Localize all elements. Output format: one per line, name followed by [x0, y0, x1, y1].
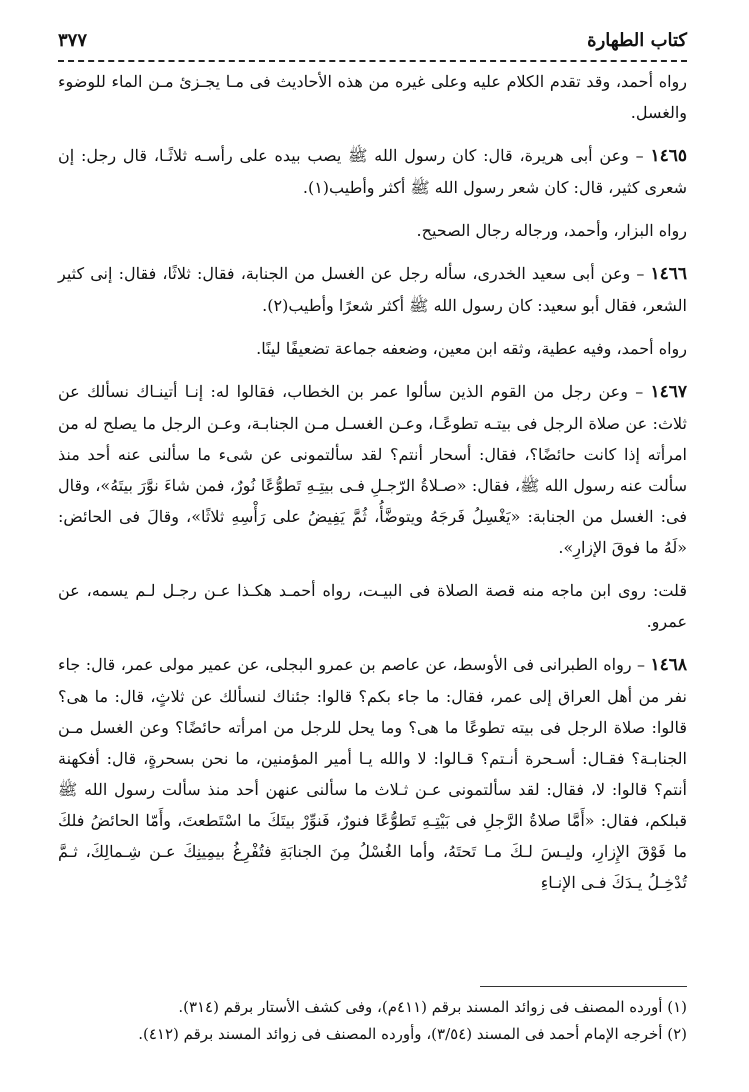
paragraph-text: رواه أحمد، وفيه عطية، وثقه ابن معين، وضعفه جماعة تضعيفًا لينًا. [256, 339, 687, 358]
hadith-number: ١٤٦٨ [650, 655, 687, 675]
hadith-number: ١٤٦٥ [650, 146, 687, 166]
paragraph [58, 66, 687, 128]
page-body [58, 66, 687, 910]
hadith-1467 [58, 376, 687, 563]
hadith-text: – وعن أبى هريرة، قال: كان رسول الله ﷺ يصب بيده على رأسـه ثلاثًـا، قال رجل: إن شعرى كثير، قال: كان شعر رسول الله ﷺ أكثر وأطيب(١). [58, 146, 687, 197]
hadith-text: – وعن أبى سعيد الخدرى، سأله رجل عن الغسل من الجنابة، فقال: ثلاثًا، فقال: إنى كثير الشعر، فقال أبو سعيد: كان رسول الله ﷺ أكثر شعرًا وأطيب(٢). [58, 264, 687, 315]
paragraph-text: رواه أحمد، وقد تقدم الكلام عليه وعلى غيره من هذه الأحاديث فى مـا يجـزئ مـن الماء للوضوء والغسل. [58, 72, 687, 122]
page-number: ٣٧٧ [58, 30, 88, 51]
footnote: (١) أورده المصنف فى زوائد المسند برقم (٤١١م)، وفى كشف الأستار برقم (٣١٤). [178, 998, 687, 1016]
hadith-text: – رواه الطبرانى فى الأوسط، عن عاصم بن عمرو البجلى، عن عمير مولى عمر، قال: جاء نفر من أهل العراق إلى عمر، فقال: ما جاء بكم؟ قالوا: جئناك لنسألك عن ثلاثٍ، قال: ما هى؟ قالوا: صلاة الرجل فى بيته تطوعًا ما هى؟ وما يحل للرجل من امرأته حائضًا؟ وعن الغسل مـن الجنابـة؟ فقـال: أسـحرة أنـتم؟ قـالوا: لا والله يـا أمير المؤمنين، ما نحن بسحرةٍ، قال: أفكهنة أنتم؟ قالوا: لا، فقال: لقد سألتمونى عـن ثـلاث ما سألنى عنهن أحد منذ سألت رسول الله ﷺ قبلكم، فقال: «أَمَّا صلاةُ الرَّجلِ فى بَيْتِـهِ تَطوُّعًا فنورٌ، فَنوِّرْ بيتَكَ ما اسْتَطعتَ، وأَمّا الحائضُ فلكَ ما فَوْقَ الإِزارِ، وليـسَ لـكَ مـا تَحتَهُ، وأما الغُسْلُ مِنَ الجنابَةِ فتُفْرِغُ بيمِينِكَ عـن شِـمالِكَ، ثـمَّ تُدْخِـلُ يـدَكَ فـى الإنـاءِ [58, 655, 688, 892]
book-title: كتاب الطهارة [581, 30, 687, 51]
footnote: (٢) أخرجه الإمام أحمد فى المسند (٣/٥٤)، وأورده المصنف فى زوائد المسند برقم (٤١٢). [138, 1025, 687, 1043]
hadith-1466 [58, 258, 687, 321]
running-header [58, 26, 687, 62]
hadith-1468 [58, 649, 687, 898]
paragraph [58, 333, 687, 364]
hadith-1465 [58, 140, 687, 203]
hadith-number: ١٤٦٦ [650, 264, 687, 284]
paragraph [58, 215, 687, 246]
footnotes [58, 994, 687, 1048]
paragraph-text: رواه البزار، وأحمد، ورجاله رجال الصحيح. [416, 221, 687, 240]
paragraph [58, 575, 687, 637]
hadith-number: ١٤٦٧ [650, 382, 687, 402]
footnote-divider [480, 986, 687, 987]
hadith-text: – وعن رجل من القوم الذين سألوا عمر بن الخطاب، فقالوا له: إنـا أتينـاك نسألك عن ثلاث: عن صلاة الرجل فى بيتـه تطوعًـا، وعـن الغسـل مـن الجنابـة، وعـن الرجل ما يصلح له من امرأته إذا كانت حائضًا؟، فقال: أسحار أنتم؟ لقد سألتمونى عن شىء ما سألنى عنه أحد منذ سألت عنه رسول الله ﷺ، فقال: «صـلاةُ الرّجـلِ فـى بيتِـهِ تَطوُّعًا نُورٌ، فمن شاءَ نوَّرَ بيتَهُ»، وقال فى: الغسل من الجنابة: «يَغْسِلُ فَرجَهُ ويتوضَّأُ، ثُمَّ يَفِيضُ على رَأْسِهِ ثلاثًا»، وقالَ فى الحائض: «لَهُ ما فوقَ الإزارِ». [58, 382, 687, 557]
paragraph-text: قلت: روى ابن ماجه منه قصة الصلاة فى البيـت، رواه أحمـد هكـذا عـن رجـل لـم يسمه، عن عمرو. [58, 581, 687, 631]
